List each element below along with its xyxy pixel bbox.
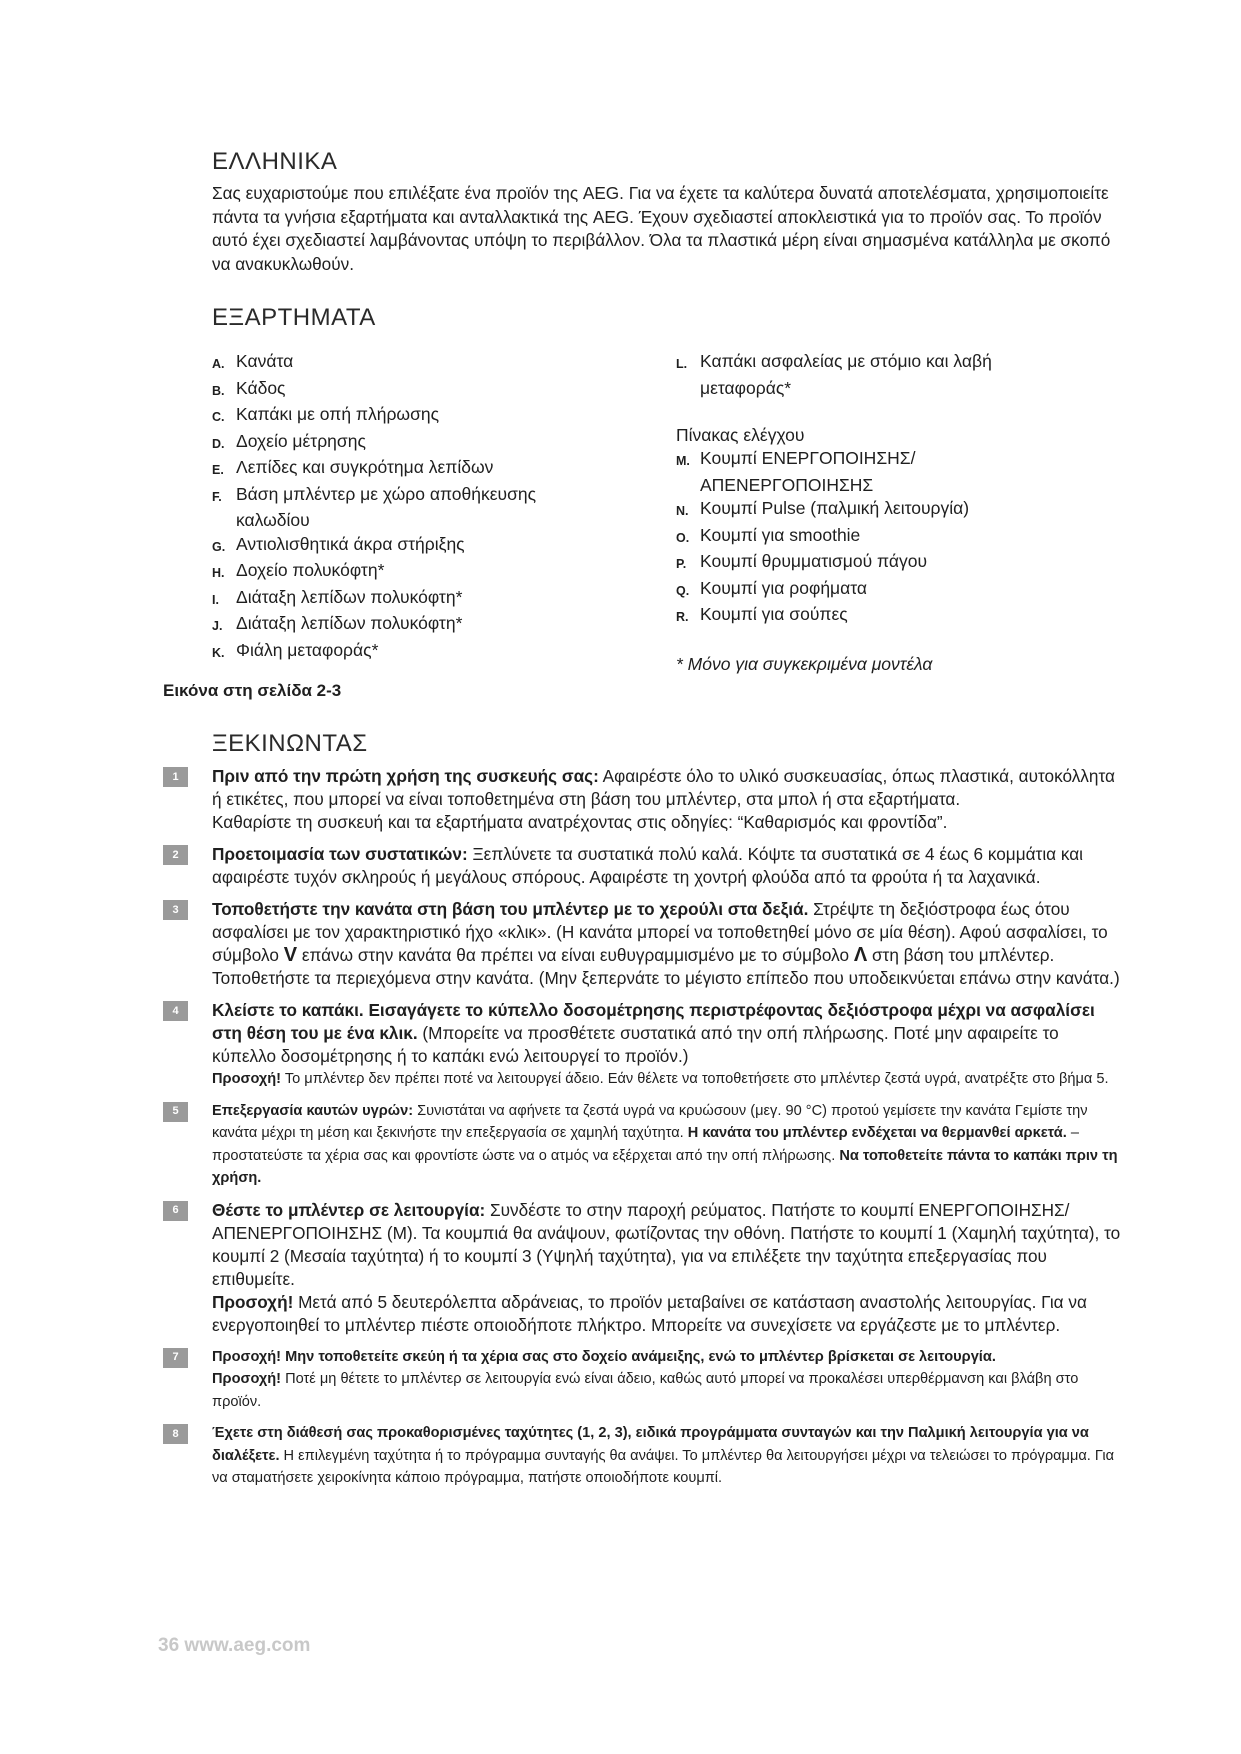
list-item: E. Λεπίδες και συγκρότημα λεπίδων [212, 457, 494, 477]
step-5: 5 Επεξεργασία καυτών υγρών: Συνιστάται να αφήνετε τα ζεστά υγρά να κρυώσουν (μεγ. 90 °C) προτού γεμίσετε την κανάτα Γεμίστε την κανάτα μέχρι τη μέση και ξεκινήστε την επεξεργασία σε χαμηλή ταχύτητα. Η κανάτα του μπλέντερ ενδέχεται να θερμανθεί αρκετά. – προστατεύστε τα χέρια σας και φροντίστε ώστε να ο ατμός να εξέρχεται από την οπή πλήρωσης. Να τοποθετείτε πάντα το καπάκι πριν τη χρήση. [163, 1100, 1123, 1190]
list-item: M. Κουμπί ΕΝΕΡΓΟΠΟΙΗΣΗΣ/ [676, 448, 916, 468]
list-item-continuation: ΑΠΕΝΕΡΓΟΠΟΙΗΣΗΣ [700, 474, 874, 495]
list-item: L. Καπάκι ασφαλείας με στόμιο και λαβή [676, 351, 992, 371]
list-item: I. Διάταξη λεπίδων πολυκόφτη* [212, 586, 463, 607]
page-number: 36 [158, 1635, 180, 1656]
models-note: * Μόνο για συγκεκριμένα μοντέλα [676, 654, 933, 674]
step-number-badge: 3 [163, 900, 188, 920]
step-number-badge: 6 [163, 1201, 188, 1221]
step-number-badge: 2 [163, 845, 188, 865]
step-2: 2 Προετοιμασία των συστατικών: Ξεπλύνετε τα συστατικά πολύ καλά. Κόψτε τα συστατικά σε 4 έως 6 κομμάτια και αφαιρέστε τυχόν σκληρούς ή μεγάλους σπόρους. Αφαιρέστε τη χοντρή φλούδα από τα φρούτα ή τα λαχανικά. [163, 843, 1123, 889]
list-item: O. Κουμπί για smoothie [676, 524, 861, 545]
list-item: N. Κουμπί Pulse (παλμική λειτουργία) [676, 498, 970, 518]
list-item: H. Δοχείο πολυκόφτη* [212, 560, 385, 580]
step-6: 6 Θέστε το μπλέντερ σε λειτουργία: Συνδέστε το στην παροχή ρεύματος. Πατήστε το κουμπί ΕΝΕΡΓΟΠΟΙΗΣΗΣ/ΑΠΕΝΕΡΓΟΠΟΙΗΣΗΣ (M). Τα κουμπιά θα ανάψουν, φωτίζοντας την οθόνη. Πατήστε το κουμπί 1 (Χαμηλή ταχύτητα), το κουμπί 2 (Μεσαία ταχύτητα) ή το κουμπί 3 (Υψηλή ταχύτητα), για να επιλέξετε την ταχύτητα επεξεργασίας που επιθυμείτε. Προσοχή! Μετά από 5 δευτερόλεπτα αδράνειας, το προϊόν μεταβαίνει σε κατάσταση αναστολής λειτουργίας. Για να ενεργοποιηθεί το μπλέντερ πιέστε οποιοδήποτε πλήκτρο. Μπορείτε να συνεχίσετε να εργάζεστε με το μπλέντερ. [163, 1199, 1123, 1337]
accessories-list-right [676, 350, 1126, 677]
list-item-continuation: καλωδίου [236, 510, 310, 530]
list-item: Q. Κουμπί για ροφήματα [676, 577, 868, 598]
step-1: 1 Πριν από την πρώτη χρήση της συσκευής σας: Αφαιρέστε όλο το υλικό συσκευασίας, όπως πλαστικά, αυτοκόλλητα ή ετικέτες, που μπορεί να είναι τοποθετημένα στη βάση του μπλέντερ, στα μπολ ή στα εξαρτήματα. Καθαρίστε τη συσκευή και τα εξαρτήματα ανατρέχοντας στις οδηγίες: “Καθαρισμός και φροντίδα”. [163, 765, 1123, 834]
list-item: B. Κάδος [212, 377, 286, 398]
list-item: A. Κανάτα [212, 351, 294, 371]
page-footer [158, 1635, 310, 1657]
section-title-accessories: ΕΞΑΡΤΗΜΑΤΑ [212, 304, 376, 331]
control-panel-heading: Πίνακας ελέγχου [676, 424, 805, 445]
list-item: J. Διάταξη λεπίδων πολυκόφτη* [212, 613, 463, 633]
intro-paragraph: Σας ευχαριστούμε που επιλέξατε ένα προϊόν της AEG. Για να έχετε τα καλύτερα δυνατά αποτελέσματα, χρησιμοποιείτε πάντα τα γνήσια εξαρτήματα και ανταλλακτικά της AEG. Έχουν σχεδιαστεί αποκλειστικά για το προϊόν σας. Το προϊόν αυτό έχει σχεδιαστεί λαμβάνοντας υπόψη το περιβάλλον. Όλα τα πλαστικά μέρη είναι σημασμένα κατάλληλα με σκοπό να ανακυκλωθούν. [212, 183, 1111, 274]
list-item: C. Καπάκι με οπή πλήρωσης [212, 404, 440, 424]
step-4: 4 Κλείστε το καπάκι. Εισαγάγετε το κύπελλο δοσομέτρησης περιστρέφοντας δεξιόστροφα μέχρι να ασφαλίσει στη θέση του με ένα κλικ. (Μπορείτε να προσθέτετε συστατικά από την οπή πλήρωσης. Ποτέ μην αφαιρείτε το κύπελλο δοσομέτρησης ή το καπάκι ενώ λειτουργεί το προϊόν.) Προσοχή! Το μπλέντερ δεν πρέπει ποτέ να λειτουργεί άδειο. Εάν θέλετε να τοποθετήσετε στο μπλέντερ ζεστά υγρά, ανατρέξτε στο βήμα 5. [163, 999, 1123, 1091]
step-number-badge: 5 [163, 1102, 188, 1122]
step-number-badge: 4 [163, 1001, 188, 1021]
list-item: G. Αντιολισθητικά άκρα στήριξης [212, 533, 465, 554]
list-item-continuation: μεταφοράς* [700, 377, 792, 398]
step-3: 3 Τοποθετήστε την κανάτα στη βάση του μπλέντερ με το χερούλι στα δεξιά. Στρέψτε τη δεξιόστροφα έως ότου ασφαλίσει με τον χαρακτηριστικό ήχο «κλικ». (Η κανάτα μπορεί να τοποθετηθεί μόνο σε μία θέση). Αφού ασφαλίσει, το σύμβολο V επάνω στην κανάτα θα πρέπει να είναι ευθυγραμμισμένο με το σύμβολο Λ στη βάση του μπλέντερ. Τοποθετήστε τα περιεχόμενα στην κανάτα. (Μην ξεπερνάτε το μέγιστο επίπεδο που υποδεικνύεται επάνω στην κανάτα.) [163, 898, 1123, 990]
step-8: 8 Έχετε στη διάθεσή σας προκαθορισμένες ταχύτητες (1, 2, 3), ειδικά προγράμματα συνταγών και την Παλμική λειτουργία για να διαλέξετε. Η επιλεγμένη ταχύτητα ή το πρόγραμμα συνταγής θα ανάψει. Το μπλέντερ θα λειτουργήσει μέχρι να τελειώσει το πρόγραμμα. Για να σταματήσετε χειροκίνητα κάποιο πρόγραμμα, πατήστε οποιοδήποτε κουμπί. [163, 1422, 1123, 1490]
chevron-up-icon: Λ [853, 944, 868, 966]
footer-url: www.aeg.com [184, 1635, 311, 1656]
list-item: F. Βάση μπλέντερ με χώρο αποθήκευσης [212, 483, 537, 504]
chevron-down-icon: V [283, 944, 298, 966]
section-title-ellinika: ΕΛΛΗΝΙΚΑ [212, 148, 338, 175]
step-number-badge: 1 [163, 767, 188, 787]
step-number-badge: 7 [163, 1348, 188, 1368]
step-number-badge: 8 [163, 1424, 188, 1444]
figure-reference: Εικόνα στη σελίδα 2-3 [163, 681, 342, 700]
list-item: P. Κουμπί θρυμματισμού πάγου [676, 551, 928, 571]
list-item: D. Δοχείο μέτρησης [212, 430, 366, 451]
list-item: R. Κουμπί για σούπες [676, 604, 848, 624]
step-7: 7 Προσοχή! Μην τοποθετείτε σκεύη ή τα χέρια σας στο δοχείο ανάμειξης, ενώ το μπλέντερ βρίσκεται σε λειτουργία. Προσοχή! Ποτέ μη θέτετε το μπλέντερ σε λειτουργία ενώ είναι άδειο, καθώς αυτό μπορεί να προκαλέσει υπερθέρμανση και βλάβη στο προϊόν. [163, 1346, 1123, 1414]
section-title-getting-started: ΞΕΚΙΝΩΝΤΑΣ [212, 730, 368, 757]
accessories-list-left [212, 350, 652, 665]
list-item: K. Φιάλη μεταφοράς* [212, 639, 379, 660]
steps-list [163, 765, 1123, 1490]
